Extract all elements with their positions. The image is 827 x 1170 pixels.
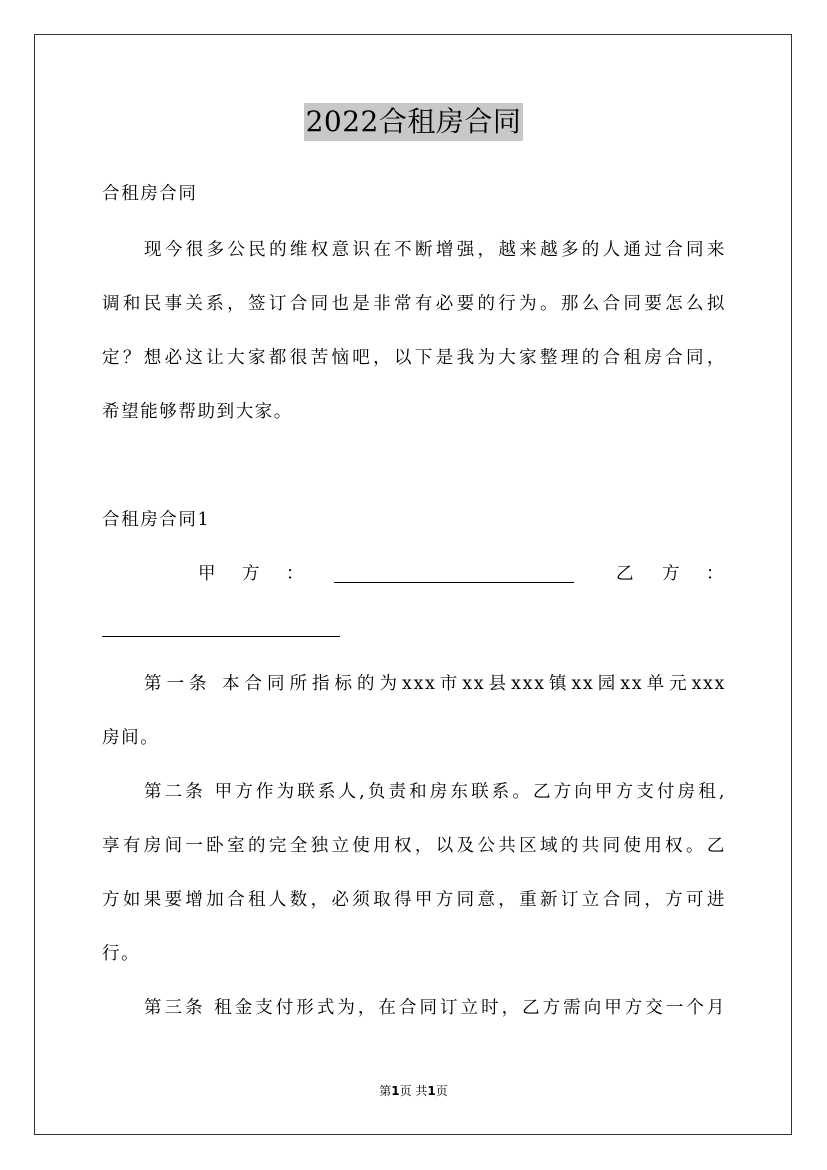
footer-page-number: 1 xyxy=(391,1084,400,1098)
article2-line-2: 享有房间一卧室的完全独立使用权，以及公共区域的共同使用权。乙 xyxy=(102,836,726,856)
section-heading: 合租房合同 xyxy=(102,184,198,204)
article2-line-4: 行。 xyxy=(102,944,141,964)
party-b-char-2: 方 xyxy=(662,564,680,584)
party-a-char-1: 甲 xyxy=(198,564,216,584)
party-b-char-1: 乙 xyxy=(616,564,634,584)
party-b-colon: ： xyxy=(706,564,724,584)
party-row xyxy=(102,560,726,590)
article2-line-3: 方如果要增加合租人数，必须取得甲方同意，重新订立合同，方可进 xyxy=(102,890,726,910)
footer-mid: 页 共 xyxy=(399,1084,428,1098)
intro-line-2: 调和民事关系，签订合同也是非常有必要的行为。那么合同要怎么拟 xyxy=(102,294,726,314)
page-footer xyxy=(0,1082,827,1099)
article1-line-2: 房间。 xyxy=(102,728,160,748)
title-container xyxy=(0,103,827,141)
document-title: 2022合租房合同 xyxy=(304,103,524,141)
party-a-blank[interactable] xyxy=(334,562,574,588)
party-b-blank[interactable] xyxy=(102,616,340,641)
party-a-colon: ： xyxy=(286,564,304,584)
party-a-char-2: 方 xyxy=(242,564,260,584)
article1-line-1: 第一条 本合同所指标的为xxx市xx县xxx镇xx园xx单元xxx xyxy=(144,674,726,694)
article3-line-1: 第三条 租金支付形式为，在合同订立时，乙方需向甲方交一个月 xyxy=(144,998,726,1018)
contract-heading: 合租房合同1 xyxy=(102,510,211,530)
intro-line-4: 希望能够帮助到大家。 xyxy=(102,402,293,422)
footer-suffix: 页 xyxy=(435,1084,448,1098)
footer-prefix: 第 xyxy=(379,1084,392,1098)
footer-page-total: 1 xyxy=(427,1084,436,1098)
article2-line-1: 第二条 甲方作为联系人,负责和房东联系。乙方向甲方支付房租, xyxy=(144,782,726,802)
intro-line-1: 现今很多公民的维权意识在不断增强，越来越多的人通过合同来 xyxy=(144,240,726,260)
intro-line-3: 定？想必这让大家都很苦恼吧，以下是我为大家整理的合租房合同， xyxy=(102,348,726,368)
